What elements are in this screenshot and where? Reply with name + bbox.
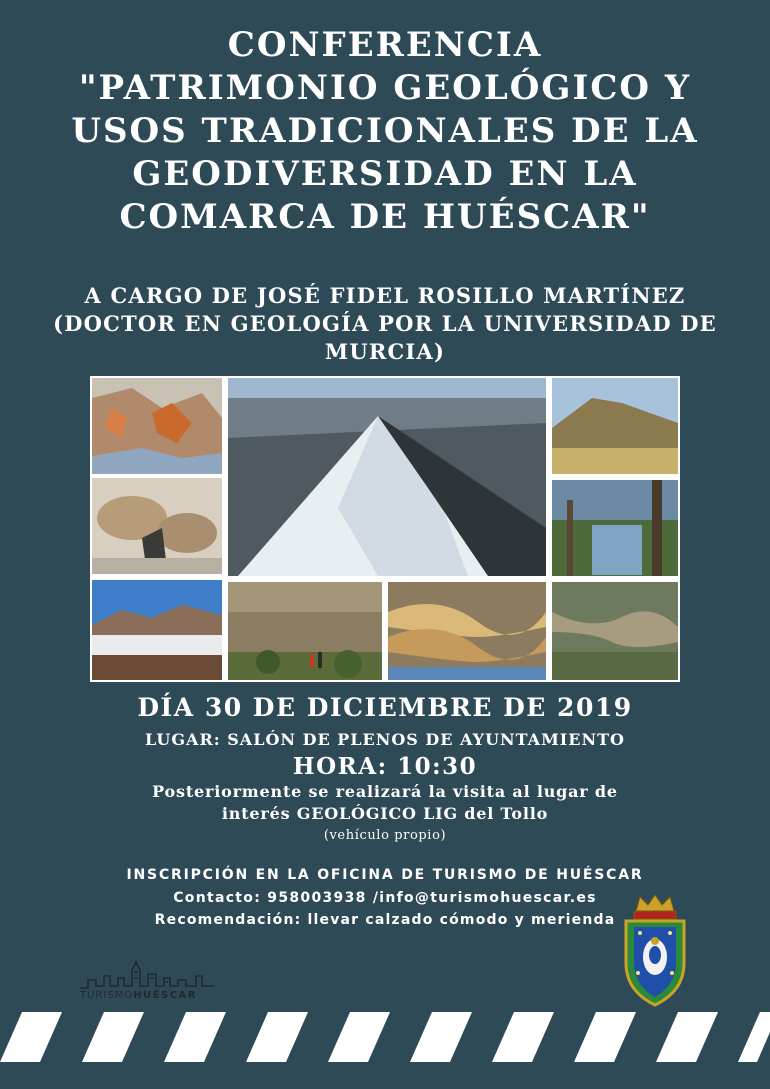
speaker-line-2: (DOCTOR EN GEOLOGÍA POR LA UNIVERSIDAD DE xyxy=(53,311,717,336)
photo-quarry-wall xyxy=(228,582,382,680)
vehicle-note: (vehículo propio) xyxy=(323,828,447,843)
photo-rock-lichen xyxy=(92,378,222,474)
title-line-3: USOS TRADICIONALES DE LA xyxy=(71,111,699,151)
photo-canyon-aerial xyxy=(552,582,678,680)
visit-line-1: Posteriormente se realizará la visita al lugar de xyxy=(152,782,618,801)
title-line-4: GEODIVERSIDAD EN LA xyxy=(132,154,638,194)
photo-fossil-rock xyxy=(92,478,222,574)
coat-of-arms-icon xyxy=(616,893,694,1009)
speaker-info xyxy=(0,282,770,366)
event-date: DÍA 30 DE DICIEMBRE DE 2019 xyxy=(137,693,633,722)
inscription-text: INSCRIPCIÓN EN LA OFICINA DE TURISMO DE HUÉSCAR xyxy=(126,867,644,883)
visit-line-2: interés GEOLÓGICO LIG del Tollo xyxy=(221,804,549,823)
photo-collage xyxy=(90,376,680,682)
photo-hill xyxy=(552,378,678,474)
photo-snowy-plateau xyxy=(92,580,222,680)
title-line-5: COMARCA DE HUÉSCAR" xyxy=(119,197,651,237)
road-stripes-decoration xyxy=(0,1012,770,1062)
recommendation-text: Recomendación: llevar calzado cómodo y merienda xyxy=(154,912,616,928)
logo-text xyxy=(80,990,197,1001)
title-line-1: CONFERENCIA xyxy=(227,25,543,65)
speaker-line-3: MURCIA) xyxy=(324,339,446,364)
title-line-2: "PATRIMONIO GEOLÓGICO Y xyxy=(78,68,692,108)
event-place: LUGAR: SALÓN DE PLENOS DE AYUNTAMIENTO xyxy=(145,730,625,749)
photo-folded-strata xyxy=(388,582,546,680)
speaker-line-1: A CARGO DE JOSÉ FIDEL ROSILLO MARTÍNEZ xyxy=(84,283,686,308)
conference-title xyxy=(0,24,770,239)
logo-prefix: TURISMO xyxy=(80,990,134,1001)
photo-snowy-peak xyxy=(228,378,546,576)
event-time: HORA: 10:30 xyxy=(292,753,478,780)
logo-name: HUÉSCAR xyxy=(133,990,197,1001)
photo-river-trees xyxy=(552,480,678,576)
visit-info xyxy=(0,781,770,825)
contact-text: Contacto: 958003938 /info@turismohuescar.es xyxy=(173,890,597,906)
town-skyline-logo-icon xyxy=(78,952,218,1010)
